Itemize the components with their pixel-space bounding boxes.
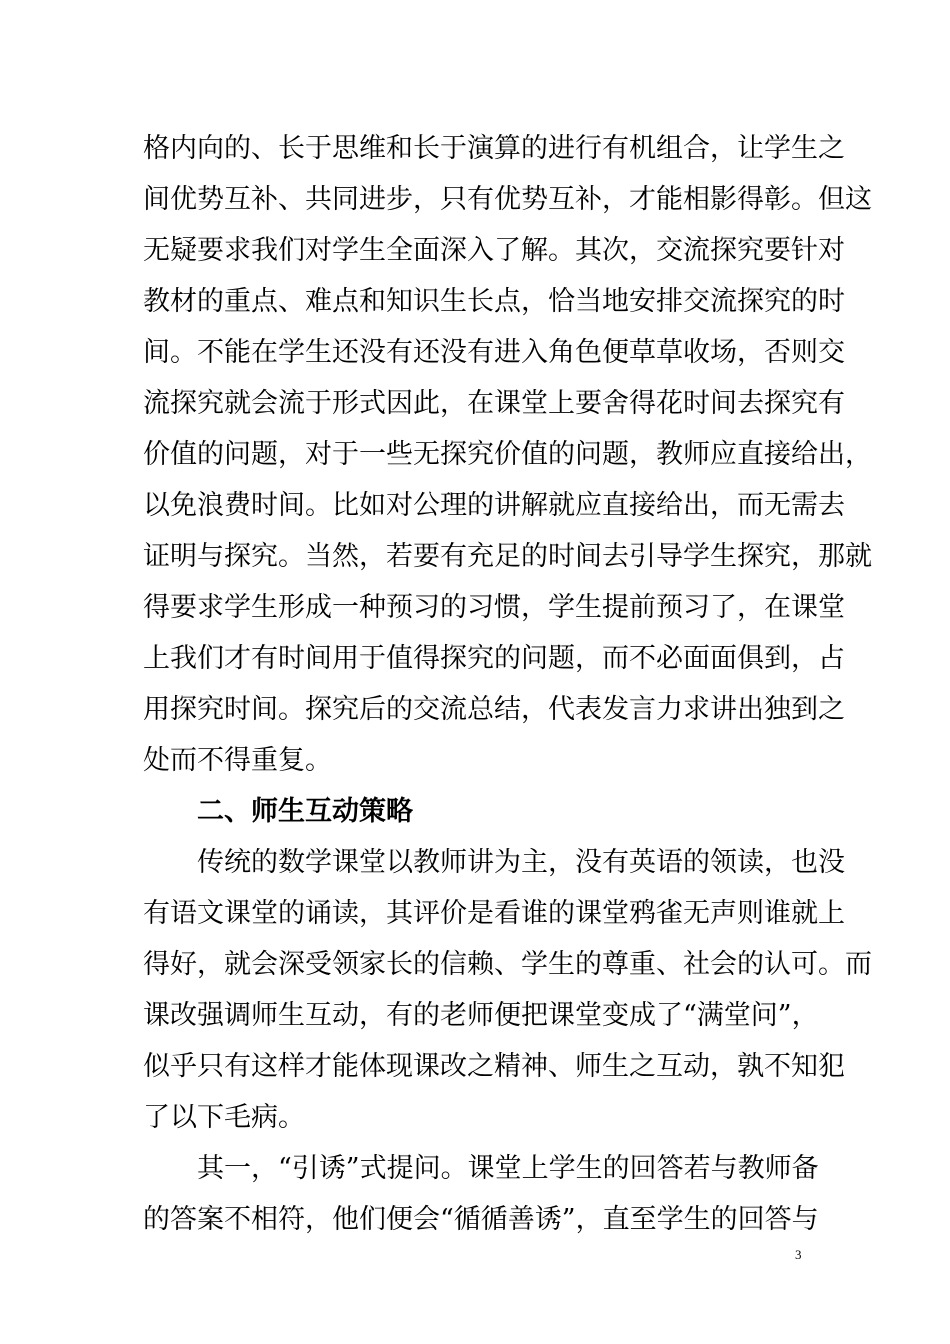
text-line: 其一，“引诱”式提问。课堂上学生的回答若与教师备: [197, 1153, 819, 1184]
text-line: 以免浪费时间。比如对公理的讲解就应直接给出，而无需去: [143, 490, 845, 521]
page-number: 3: [795, 1247, 802, 1262]
text-line: 格内向的、长于思维和长于演算的进行有机组合，让学生之: [143, 133, 845, 164]
text-line: 无疑要求我们对学生全面深入了解。其次，交流探究要针对: [143, 235, 845, 266]
text-line: 流探究就会流于形式因此，在课堂上要舍得花时间去探究有: [143, 388, 845, 419]
text-line: 用探究时间。探究后的交流总结，代表发言力求讲出独到之: [143, 694, 845, 725]
text-line: 间。不能在学生还没有还没有进入角色便草草收场，否则交: [143, 337, 845, 368]
text-line: 教材的重点、难点和知识生长点，恰当地安排交流探究的时: [143, 286, 845, 317]
text-line: 似乎只有这样才能体现课改之精神、师生之互动，孰不知犯: [143, 1051, 845, 1082]
text-line: 传统的数学课堂以教师讲为主，没有英语的领读，也没: [197, 847, 845, 878]
text-line: 得好，就会深受领家长的信赖、学生的尊重、社会的认可。而: [143, 949, 872, 980]
text-line: 得要求学生形成一种预习的习惯，学生提前预习了，在课堂: [143, 592, 845, 623]
text-line: 处而不得重复。: [143, 745, 332, 776]
text-line: 了以下毛病。: [143, 1102, 305, 1133]
text-line: 证明与探究。当然，若要有充足的时间去引导学生探究，那就: [143, 541, 872, 572]
text-line: 的答案不相符，他们便会“循循善诱”，直至学生的回答与: [143, 1204, 819, 1235]
section-heading: 二、师生互动策略: [197, 796, 413, 827]
text-line: 课改强调师生互动，有的老师便把课堂变成了“满堂问”，: [143, 1000, 819, 1031]
text-line: 间优势互补、共同进步，只有优势互补，才能相影得彰。但这: [143, 184, 872, 215]
text-line: 有语文课堂的诵读，其评价是看谁的课堂鸦雀无声则谁就上: [143, 898, 845, 929]
text-line: 上我们才有时间用于值得探究的问题，而不必面面俱到，占: [143, 643, 845, 674]
text-line: 价值的问题，对于一些无探究价值的问题，教师应直接给出，: [143, 439, 872, 470]
